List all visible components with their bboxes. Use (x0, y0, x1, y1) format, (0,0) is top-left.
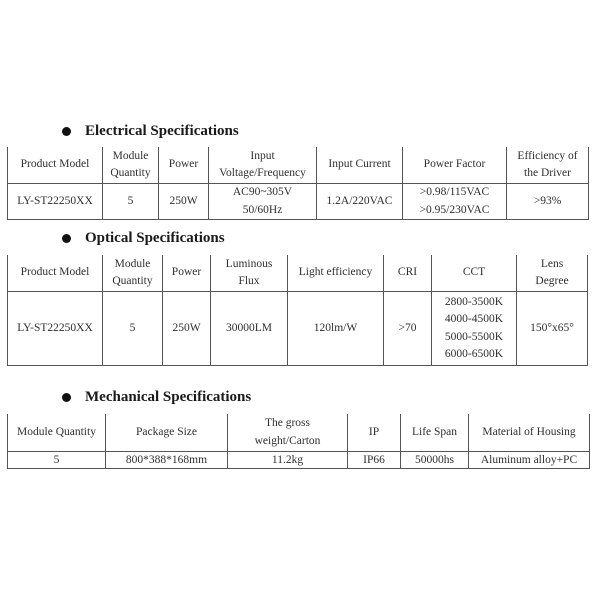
optical-specifications-table (7, 255, 588, 366)
column-header (228, 414, 348, 452)
header-text: weight/Carton (254, 434, 321, 447)
column-header (163, 255, 211, 292)
table-cell (211, 292, 288, 366)
cell-text: 11.2kg (271, 453, 304, 466)
cell-text: 250W (172, 321, 201, 334)
header-text: Product Model (20, 158, 90, 171)
header-text: Power Factor (423, 158, 486, 171)
cell-text: 50000hs (415, 453, 454, 466)
table-cell (401, 452, 469, 469)
header-text: Module (112, 149, 149, 162)
section-title: Mechanical Specifications (85, 389, 252, 405)
table-cell (159, 184, 209, 220)
header-text: CCT (462, 266, 486, 279)
electrical-specifications-heading (62, 123, 239, 140)
column-header (288, 255, 384, 292)
cell-text: 30000LM (226, 321, 272, 334)
table-row (8, 184, 589, 220)
cell-text: Aluminum alloy+PC (480, 453, 578, 466)
bullet-icon (62, 234, 71, 243)
table-header-row (8, 147, 589, 184)
section-title: Electrical Specifications (85, 123, 239, 139)
header-text: Package Size (136, 425, 197, 438)
cell-text: 5 (129, 321, 136, 334)
cell-text: 5 (53, 453, 60, 466)
table-cell (103, 184, 159, 220)
table-cell (106, 452, 228, 469)
header-text: Product Model (20, 266, 90, 279)
header-text: Light efficiency (298, 266, 373, 279)
cell-text: 2800-3500K (444, 295, 504, 308)
cell-text: LY-ST22250XX (17, 194, 93, 207)
table-row (8, 452, 590, 469)
cell-text: >0.98/115VAC (419, 186, 490, 198)
column-header (8, 147, 103, 184)
header-text: Life Span (411, 425, 458, 438)
column-header (103, 147, 159, 184)
table-cell (348, 452, 401, 469)
table-cell (517, 292, 588, 366)
header-text: Power (171, 266, 202, 279)
column-header (317, 147, 403, 184)
column-header (106, 414, 228, 452)
table-cell (469, 452, 590, 469)
table-cell (403, 184, 507, 220)
header-text: IP (368, 425, 380, 438)
header-text: Voltage/Frequency (219, 167, 306, 179)
header-text: Module Quantity (17, 425, 96, 438)
header-text: Degree (535, 275, 569, 287)
cell-text: 6000-6500K (444, 348, 504, 360)
cell-text: LY-ST22250XX (17, 321, 93, 334)
header-text: CRI (397, 266, 418, 279)
cell-text: >70 (398, 321, 417, 334)
column-header (432, 255, 517, 292)
cell-text: 1.2A/220VAC (326, 194, 393, 207)
column-header (348, 414, 401, 452)
column-header (469, 414, 590, 452)
cell-text: 120lm/W (313, 321, 358, 334)
column-header (401, 414, 469, 452)
column-header (384, 255, 432, 292)
cell-text: 250W (169, 194, 198, 207)
cell-text: 800*388*168mm (125, 453, 208, 466)
header-text: The gross (264, 417, 311, 429)
header-text: Luminous (225, 257, 273, 270)
optical-specifications-heading (62, 230, 225, 247)
table-header-row (8, 414, 590, 452)
header-text: Efficiency of (517, 149, 578, 162)
table-cell (384, 292, 432, 366)
header-text: Lens (540, 257, 564, 270)
column-header (8, 255, 103, 292)
cell-text: IP66 (363, 453, 385, 466)
bullet-icon (62, 393, 71, 402)
cell-text: 5 (127, 194, 134, 207)
table-cell (507, 184, 589, 220)
column-header (103, 255, 163, 292)
table-cell (8, 184, 103, 220)
column-header (507, 147, 589, 184)
cell-text: 5000-5500K (444, 330, 504, 343)
table-cell (317, 184, 403, 220)
header-text: Flux (238, 275, 260, 287)
column-header (159, 147, 209, 184)
column-header (517, 255, 588, 292)
table-cell (432, 292, 517, 366)
header-text: Power (168, 158, 199, 171)
section-title: Optical Specifications (85, 230, 225, 246)
cell-text: >93% (533, 194, 562, 207)
electrical-specifications-table (7, 147, 589, 220)
bullet-icon (62, 127, 71, 136)
mechanical-specifications-table (7, 414, 590, 469)
cell-text: AC90~305V (232, 186, 293, 198)
header-text: the Driver (524, 167, 571, 179)
cell-text: 4000-4500K (444, 313, 504, 325)
table-cell (8, 452, 106, 469)
header-text: Quantity (112, 275, 153, 287)
mechanical-specifications-heading (62, 389, 251, 406)
cell-text: 150°x65° (530, 321, 574, 334)
column-header (211, 255, 288, 292)
table-cell (228, 452, 348, 469)
cell-text: >0.95/230VAC (419, 203, 490, 216)
table-cell (209, 184, 317, 220)
table-cell (163, 292, 211, 366)
cell-text: 50/60Hz (242, 203, 283, 216)
table-cell (103, 292, 163, 366)
header-text: Material of Housing (482, 425, 576, 438)
table-cell (288, 292, 384, 366)
table-cell (8, 292, 103, 366)
column-header (209, 147, 317, 184)
header-text: Input (250, 149, 275, 162)
header-text: Input Current (328, 158, 391, 171)
column-header (403, 147, 507, 184)
header-text: Module (114, 257, 151, 270)
table-header-row (8, 255, 588, 292)
header-text: Quantity (110, 167, 151, 179)
table-row (8, 292, 588, 366)
column-header (8, 414, 106, 452)
